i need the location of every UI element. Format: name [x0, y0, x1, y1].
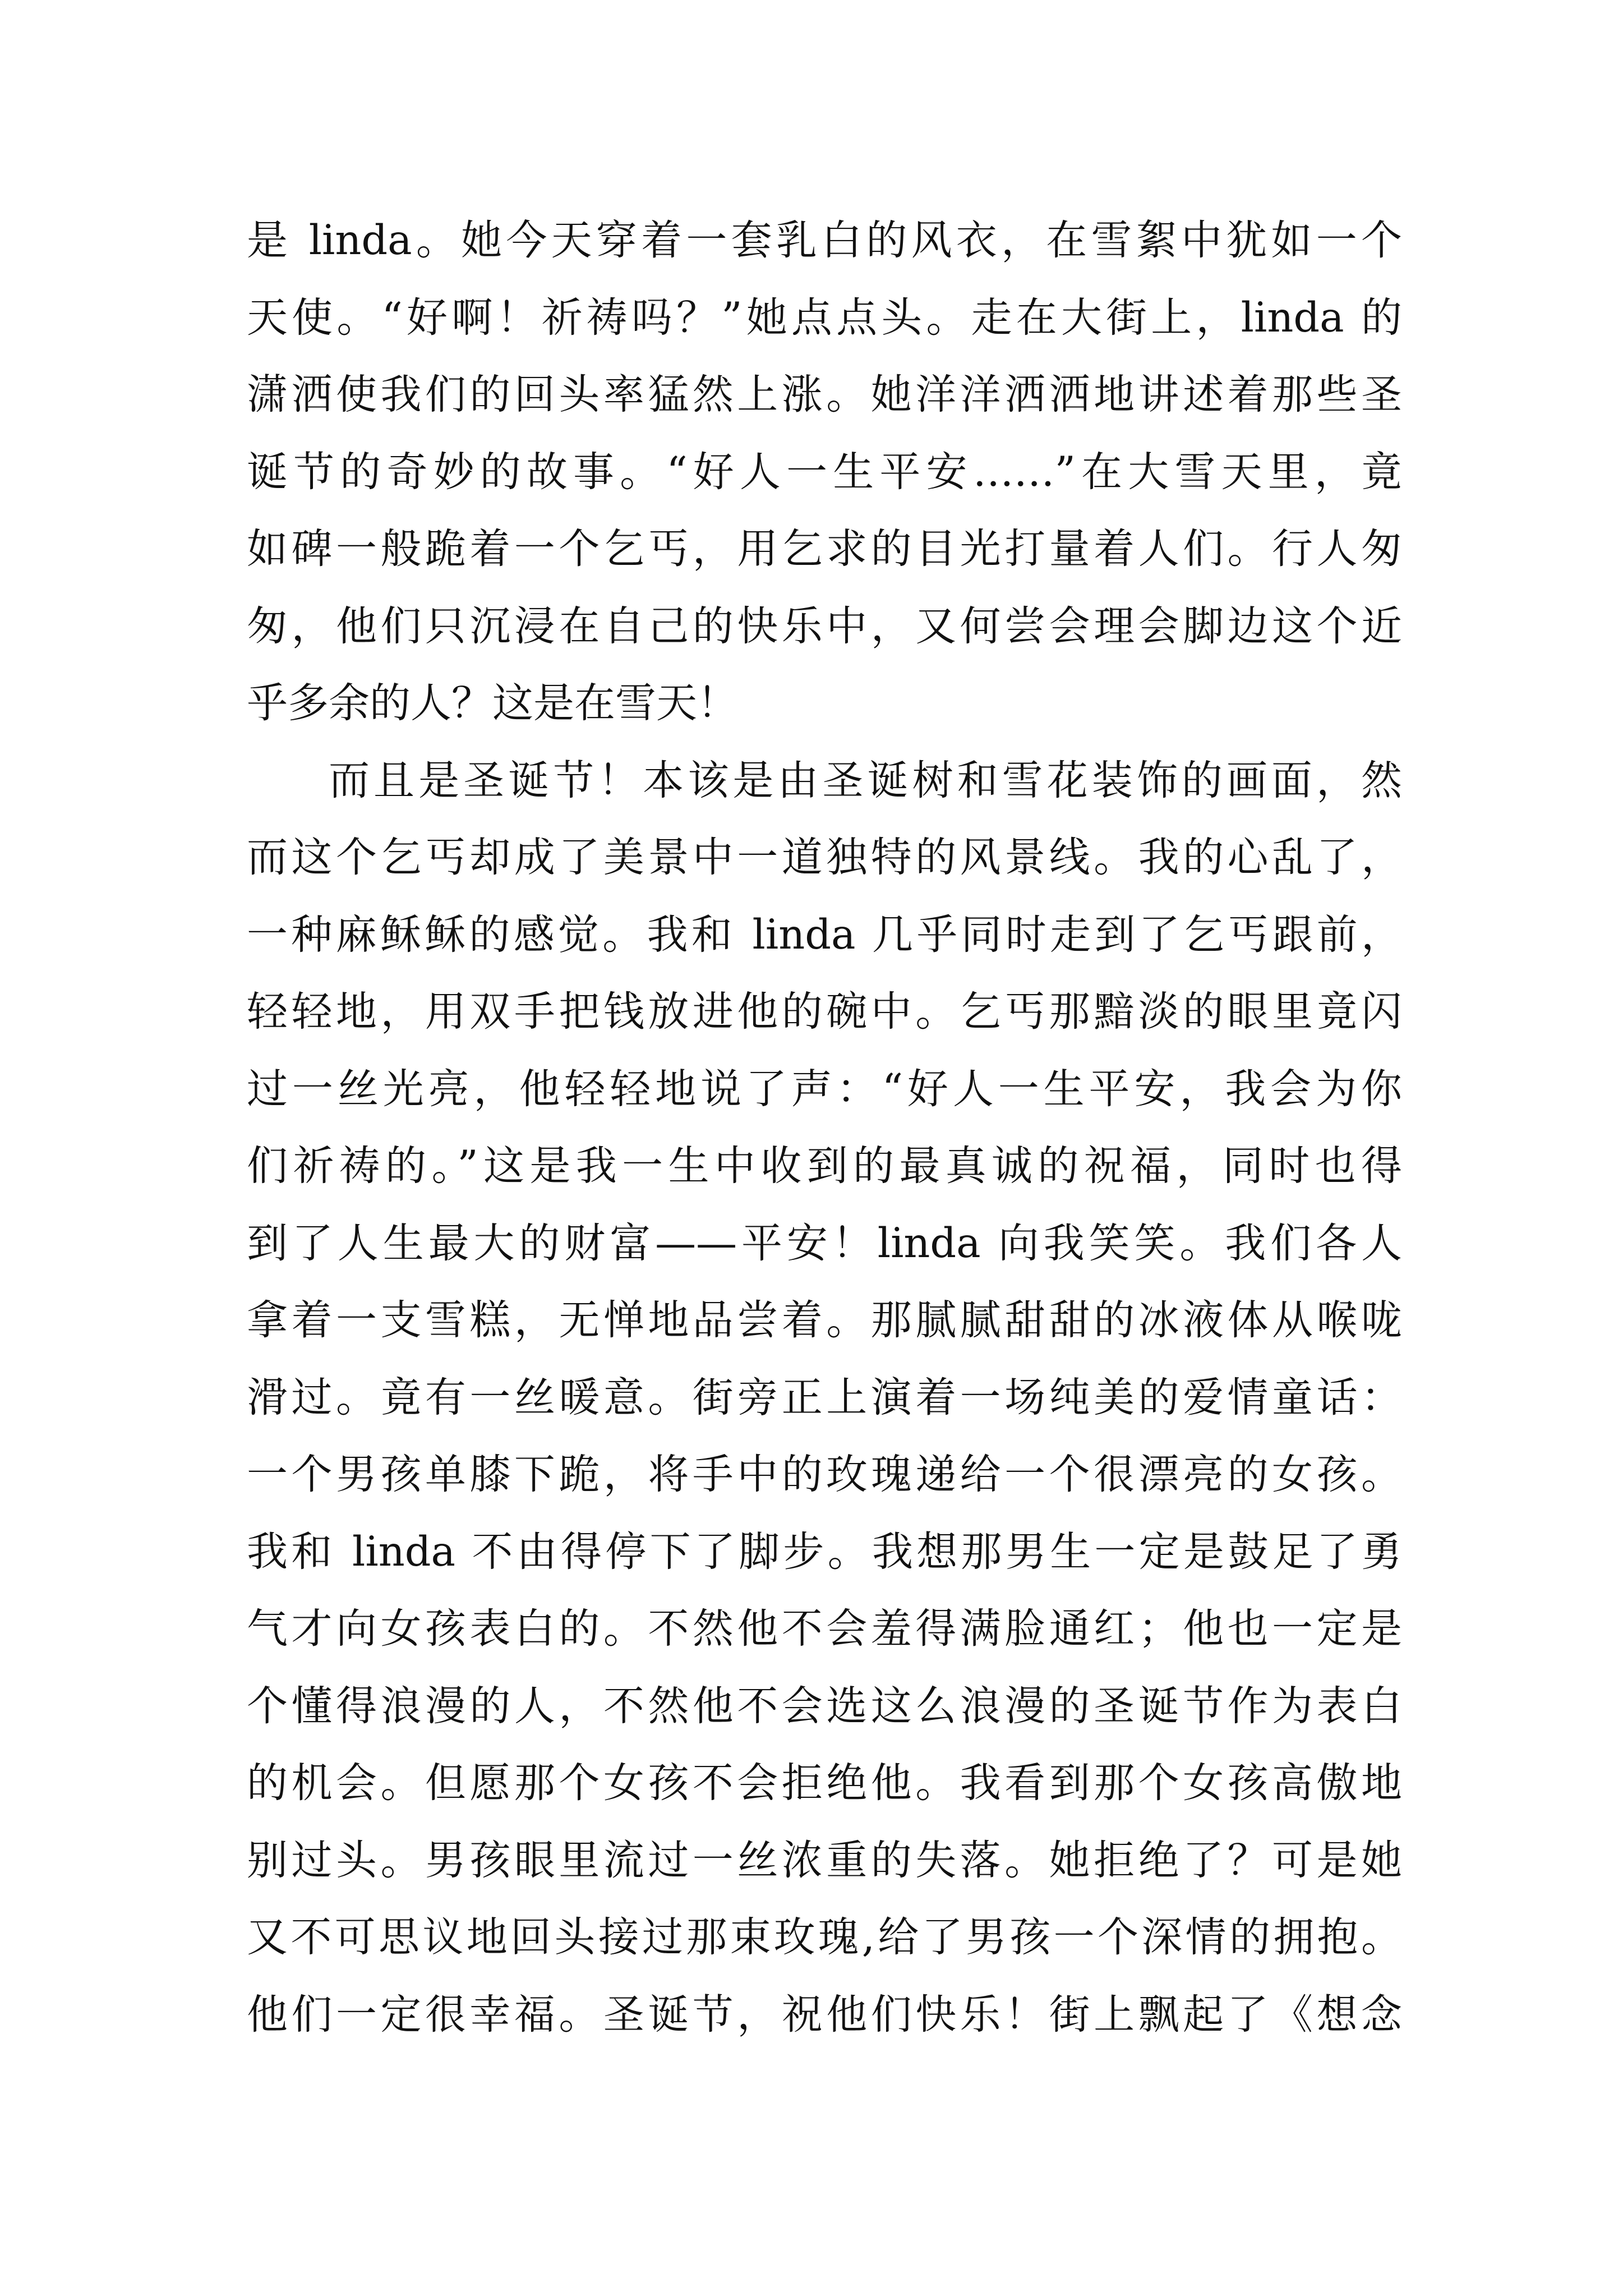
text-line: 我和 linda 不由得停下了脚步。我想那男生一定是鼓足了勇 [247, 1527, 1402, 1576]
text-line: 又不可思议地回头接过那束玫瑰,给了男孩一个深情的拥抱。 [247, 1913, 1402, 1961]
text-line: 匆，他们只沉浸在自己的快乐中，又何尝会理会脚边这个近 [247, 602, 1402, 650]
text-line-last: 乎多余的人？这是在雪天！ [247, 679, 738, 727]
text-line: 如碑一般跪着一个乞丐，用乞求的目光打量着人们。行人匆 [247, 525, 1402, 573]
text-line: 别过头。男孩眼里流过一丝浓重的失落。她拒绝了？可是她 [247, 1836, 1402, 1884]
text-line: 过一丝光亮，他轻轻地说了声：“好人一生平安，我会为你 [247, 1065, 1402, 1113]
text-line: 一个男孩单膝下跪，将手中的玫瑰递给一个很漂亮的女孩。 [247, 1451, 1402, 1498]
text-line: 到了人生最大的财富——平安！linda 向我笑笑。我们各人 [247, 1219, 1402, 1267]
text-line: 天使。“好啊！祈祷吗？”她点点头。走在大街上，linda 的 [247, 293, 1402, 342]
text-line: 拿着一支雪糕，无惮地品尝着。那腻腻甜甜的冰液体从喉咙 [247, 1296, 1402, 1344]
text-line: 一种麻稣稣的感觉。我和 linda 几乎同时走到了乞丐跟前， [247, 910, 1402, 959]
text-line: 潇洒使我们的回头率猛然上涨。她洋洋洒洒地讲述着那些圣 [247, 371, 1402, 418]
text-line: 是 linda。她今天穿着一套乳白的风衣，在雪絮中犹如一个 [247, 217, 1402, 264]
text-line: 他们一定很幸福。圣诞节，祝他们快乐！街上飘起了《想念 [247, 1990, 1402, 2039]
text-line: 而这个乞丐却成了美景中一道独特的风景线。我的心乱了， [247, 834, 1402, 881]
text-line: 诞节的奇妙的故事。“好人一生平安……”在大雪天里，竟 [247, 448, 1402, 496]
text-line: 个懂得浪漫的人，不然他不会选这么浪漫的圣诞节作为表白 [247, 1682, 1402, 1730]
text-line: 气才向女孩表白的。不然他不会羞得满脸通红；他也一定是 [247, 1605, 1402, 1653]
text-line: 的机会。但愿那个女孩不会拒绝他。我看到那个女孩高傲地 [247, 1759, 1402, 1807]
text-line-first-indented: 而且是圣诞节！本该是由圣诞树和雪花装饰的画面，然 [329, 756, 1402, 804]
text-line: 们祈祷的。”这是我一生中收到的最真诚的祝福，同时也得 [247, 1142, 1402, 1190]
body-text [247, 202, 1402, 2053]
text-line: 滑过。竟有一丝暖意。街旁正上演着一场纯美的爱情童话： [247, 1373, 1402, 1421]
text-line: 轻轻地，用双手把钱放进他的碗中。乞丐那黯淡的眼里竟闪 [247, 988, 1402, 1036]
